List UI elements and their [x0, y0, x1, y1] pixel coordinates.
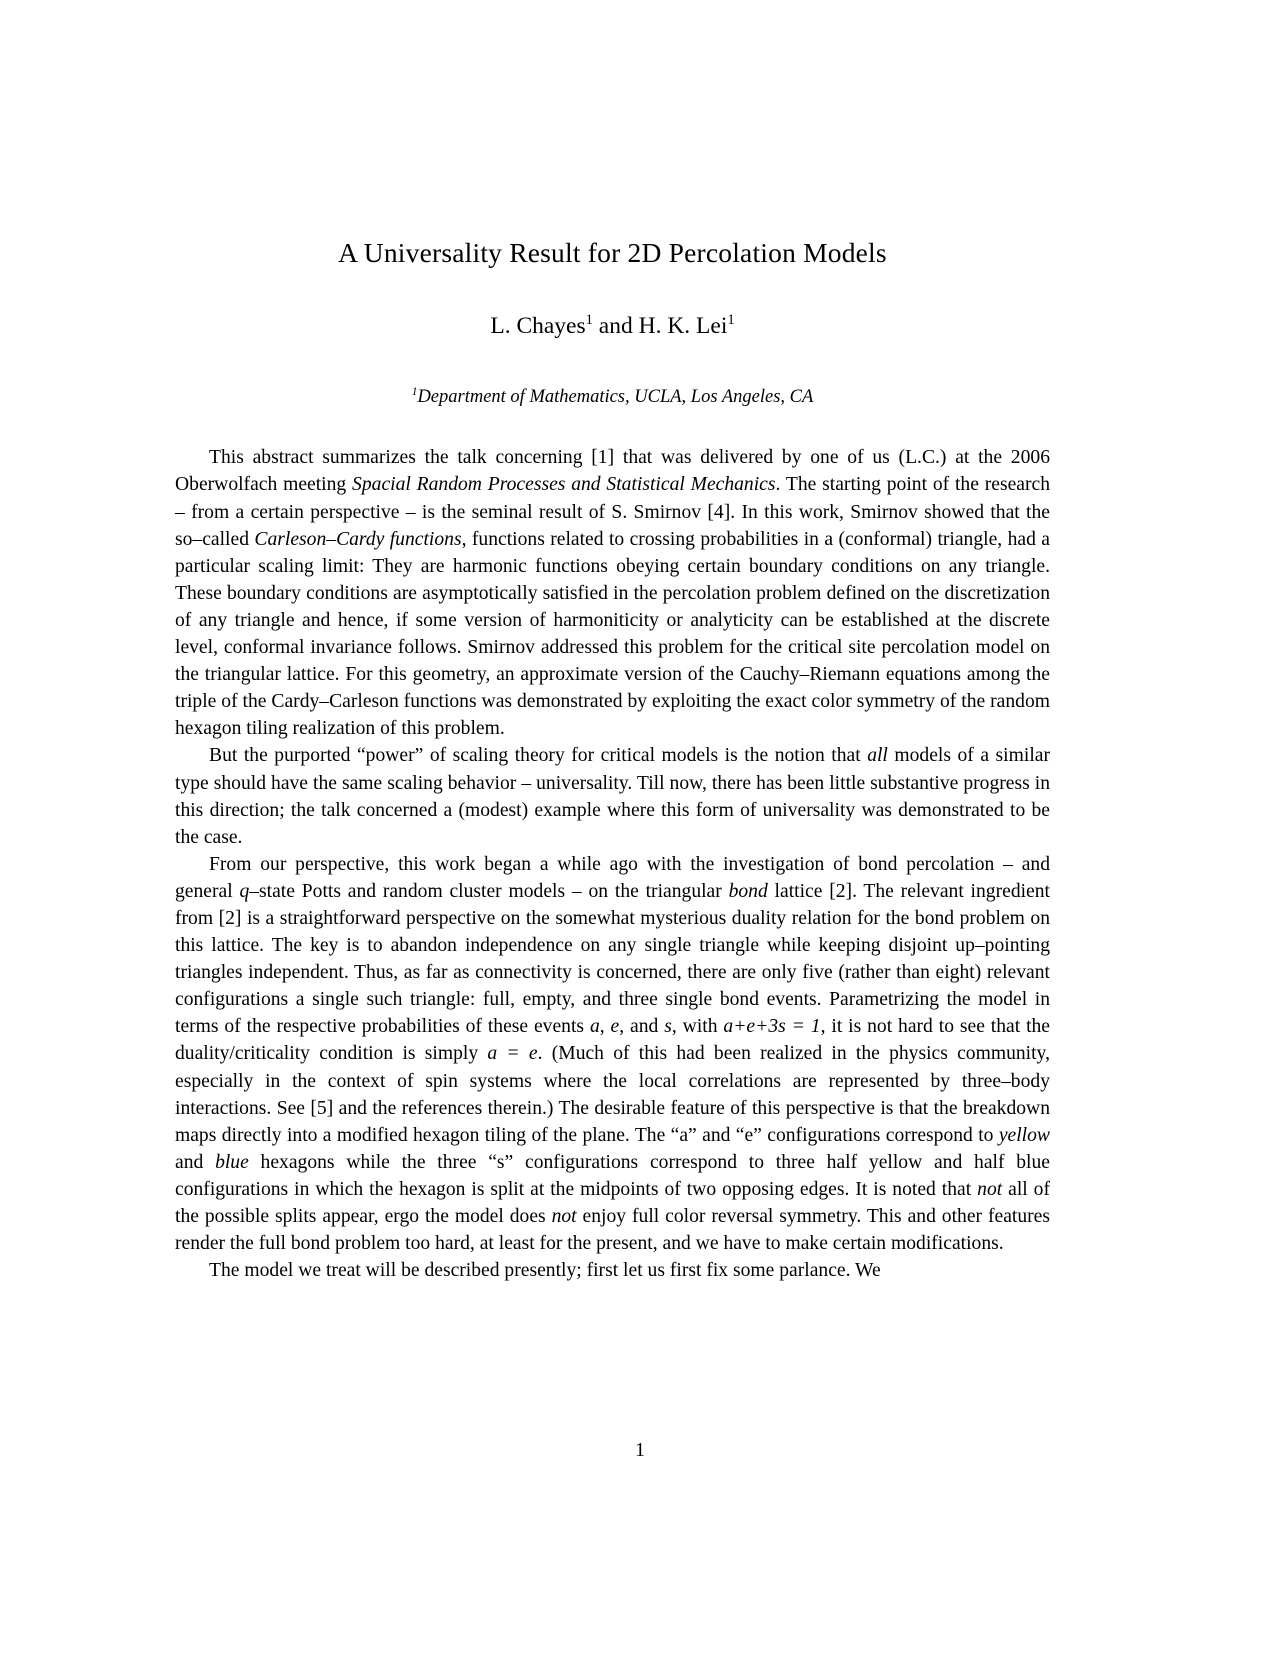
p3-text-1: From our perspective, this work began a while ago with the investigation of bond percolation – and general	[175, 853, 1050, 902]
affiliation-marker: 1	[411, 386, 418, 399]
p2-italic-all: all	[867, 745, 888, 767]
p3-text-6: , with	[671, 1016, 724, 1038]
paragraph-3	[175, 851, 1050, 1257]
p3-math-s: s	[664, 1016, 672, 1038]
p3-text-9: and	[175, 1151, 216, 1173]
p3-text-11: all of the possible splits appear, ergo the model does	[175, 1178, 1051, 1227]
p3-text-7: , it is not hard to see that the duality/criticality condition is simply	[175, 1016, 1051, 1065]
author-first: L. Chayes	[490, 313, 586, 339]
p3-italic-yellow: yellow	[998, 1124, 1050, 1146]
p2-text-1: But the purported “power” of scaling theory for critical models is the notion that	[209, 745, 868, 767]
p1-italic-carleson-cardy: Carleson–Cardy functions	[254, 528, 462, 550]
p3-math-q: q	[239, 880, 250, 902]
p3-italic-blue: blue	[215, 1151, 249, 1173]
p3-text-12: enjoy full color reversal symmetry. This and other features render the full bond problem too hard, at least for the present, and we have to make certain modifications.	[175, 1206, 1050, 1255]
p3-italic-not-first: not	[977, 1178, 1003, 1200]
p3-text-8: . (Much of this had been realized in the physics community, especially in the context of spin systems where the local correlations are represented by three–body interactions. See [5] and the references therein.) The desirable feature of this perspective is that the breakdown maps directly into a modified hexagon tiling of the plane. The “a” and “e” configurations correspond to	[175, 1043, 1050, 1146]
paper-content	[175, 236, 1050, 1284]
affiliation-line	[175, 386, 1050, 408]
p1-italic-meeting-title: Spacial Random Processes and Statistical Mechanics	[352, 474, 776, 496]
p3-text-2: –state Potts and random cluster models – on the triangular	[249, 880, 729, 902]
paragraph-2	[175, 742, 1050, 850]
affiliation-text: Department of Mathematics, UCLA, Los Angeles, CA	[417, 387, 814, 408]
p3-italic-bond: bond	[728, 880, 768, 902]
p1-text-1: This abstract summarizes the talk concerning [1] that was delivered by one of us (L.C.) at the 2006 Oberwolfach meeting	[175, 447, 1050, 496]
paragraph-4	[175, 1257, 1050, 1284]
p3-text-4: ,	[599, 1016, 611, 1038]
p4-text-1: The model we treat will be described presently; first let us first fix some parlance. We	[209, 1260, 881, 1282]
abstract-body	[175, 444, 1050, 1284]
p3-text-3: lattice [2]. The relevant ingredient from [2] is a straightforward perspective on the somewhat mysterious duality relation for the bond problem on this lattice. The key is to abandon independence on any single triangle while keeping disjoint up–pointing triangles independent. Thus, as far as connectivity is concerned, there are only five (rather than eight) relevant configurations a single such triangle: full, empty, and three single bond events. Parametrizing the model in terms of the respective probabilities of these events	[175, 880, 1050, 1038]
p3-math-e: e	[610, 1016, 620, 1038]
page-title: A Universality Result for 2D Percolation Models	[338, 237, 887, 268]
p3-text-5: , and	[619, 1016, 665, 1038]
page-number: 1	[635, 1440, 645, 1461]
p3-math-sum-equation: a+e+3s = 1	[723, 1016, 821, 1038]
p1-text-3: , functions related to crossing probabilities in a (conformal) triangle, had a particular scaling limit: They are harmonic functions obeying certain boundary conditions on any triangle. These boundary conditions are asymptotically satisfied in the percolation problem defined on the discretization of any triangle and hence, if some version of harmoniticity or analyticity can be established at the discrete level, conformal invariance follows. Smirnov addressed this problem for the critical site percolation model on the triangular lattice. For this geometry, an approximate version of the Cauchy–Riemann equations among the triple of the Cardy–Carleson functions was demonstrated by exploiting the exact color symmetry of the random hexagon tiling realization of this problem.	[175, 528, 1050, 740]
p1-text-2: . The starting point of the research – from a certain perspective – is the seminal result of S. Smirnov [4]. In this work, Smirnov showed that the so–called	[175, 474, 1051, 550]
author-line	[175, 312, 1050, 340]
author-second-affiliation-marker: 1	[727, 312, 735, 329]
author-first-affiliation-marker: 1	[585, 312, 593, 329]
author-conjunction: and H. K. Lei	[592, 313, 728, 339]
p3-math-a: a	[589, 1016, 600, 1038]
p3-italic-not-second: not	[551, 1206, 577, 1227]
p3-text-10: hexagons while the three “s” configurations correspond to three half yellow and half blue configurations in which the hexagon is split at the midpoints of two opposing edges. It is noted that	[175, 1151, 1050, 1200]
paragraph-1	[175, 444, 1050, 742]
p3-math-a-equals-e: a = e	[487, 1043, 538, 1065]
p2-text-2: models of a similar type should have the same scaling behavior – universality. Till now, there has been little substantive progress in this direction; the talk concerned a (modest) example where this form of universality was demonstrated to be the case.	[175, 745, 1050, 848]
